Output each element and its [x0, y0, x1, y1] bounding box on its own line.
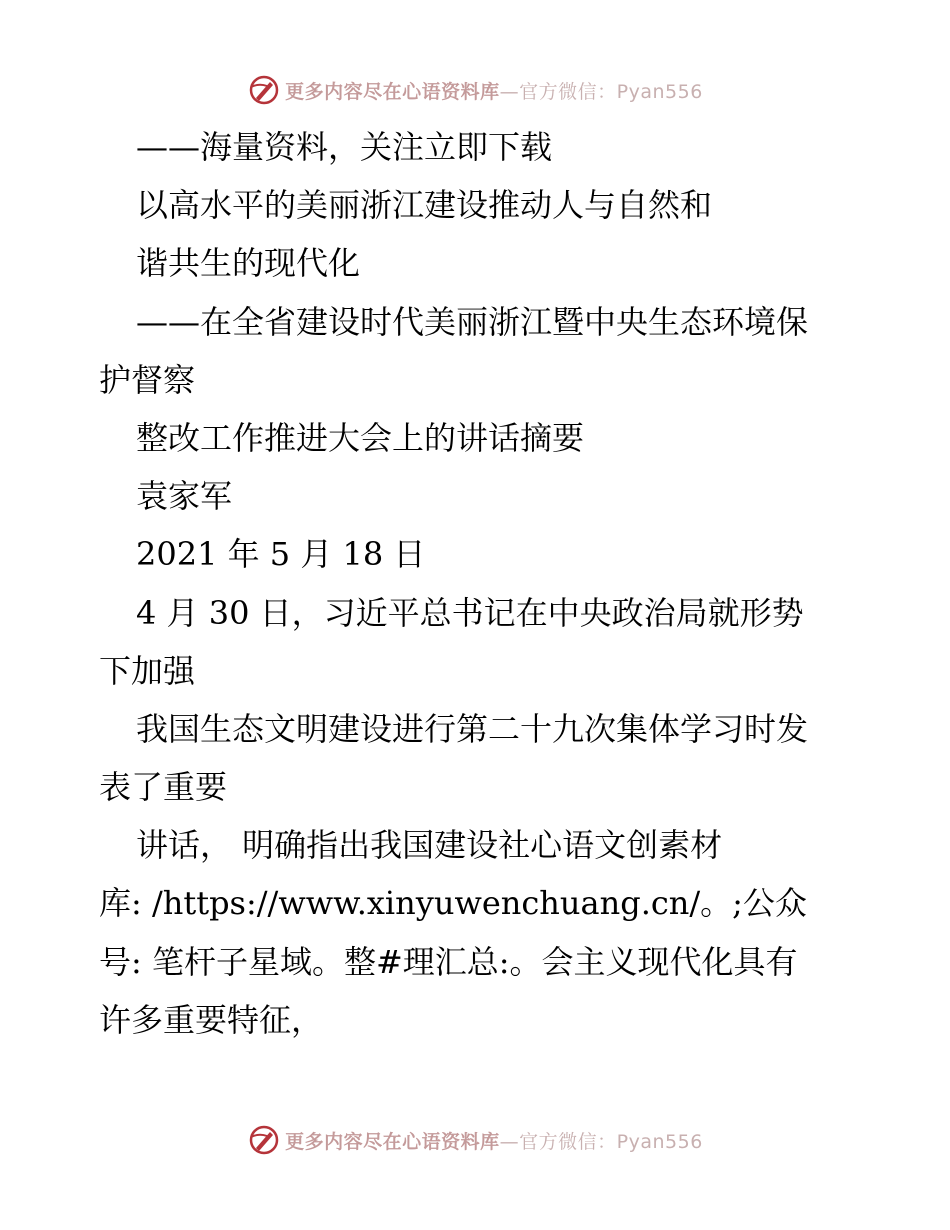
text-line: ——在全省建设时代美丽浙江暨中央生态环境保 [136, 302, 809, 341]
watermark-footer [0, 1118, 950, 1162]
watermark-site: 更多内容尽在心语资料库 [285, 80, 500, 103]
watermark-contact: —官方微信：Pyan556 [499, 1130, 703, 1153]
text-line: 下加强 [99, 651, 196, 690]
pen-seal-icon [247, 73, 281, 107]
text-line: 护督察 [99, 360, 196, 399]
document-body [0, 118, 950, 1049]
text-line: 整改工作推进大会上的讲话摘要 [136, 418, 585, 457]
watermark-text [285, 77, 703, 104]
watermark-text [285, 1127, 703, 1154]
text-line: 4 月 30 日，习近平总书记在中央政治局就形势 [136, 593, 804, 632]
watermark-header [0, 68, 950, 112]
text-line: 谐共生的现代化 [136, 244, 361, 283]
text-line: 袁家军 [136, 477, 233, 516]
text-line: ——海量资料，关注立即下载 [136, 128, 553, 166]
text-line: 号: 笔杆子星域。整#理汇总:。会主义现代化具有 [99, 942, 798, 981]
text-line: 以高水平的美丽浙江建设推动人与自然和 [136, 186, 713, 225]
watermark-contact: —官方微信：Pyan556 [499, 80, 703, 103]
text-line: 2021 年 5 月 18 日 [136, 535, 426, 574]
text-line: 讲话， 明确指出我国建设社心语文创素材 [136, 826, 723, 865]
watermark-site: 更多内容尽在心语资料库 [285, 1130, 500, 1153]
text-line: 我国生态文明建设进行第二十九次集体学习时发 [136, 709, 809, 748]
text-line: 表了重要 [99, 768, 228, 807]
text-line: 库: /https://www.xinyuwenchuang.cn/。;公众 [99, 884, 807, 923]
pen-seal-icon [247, 1123, 281, 1157]
text-line: 许多重要特征， [99, 1000, 324, 1039]
